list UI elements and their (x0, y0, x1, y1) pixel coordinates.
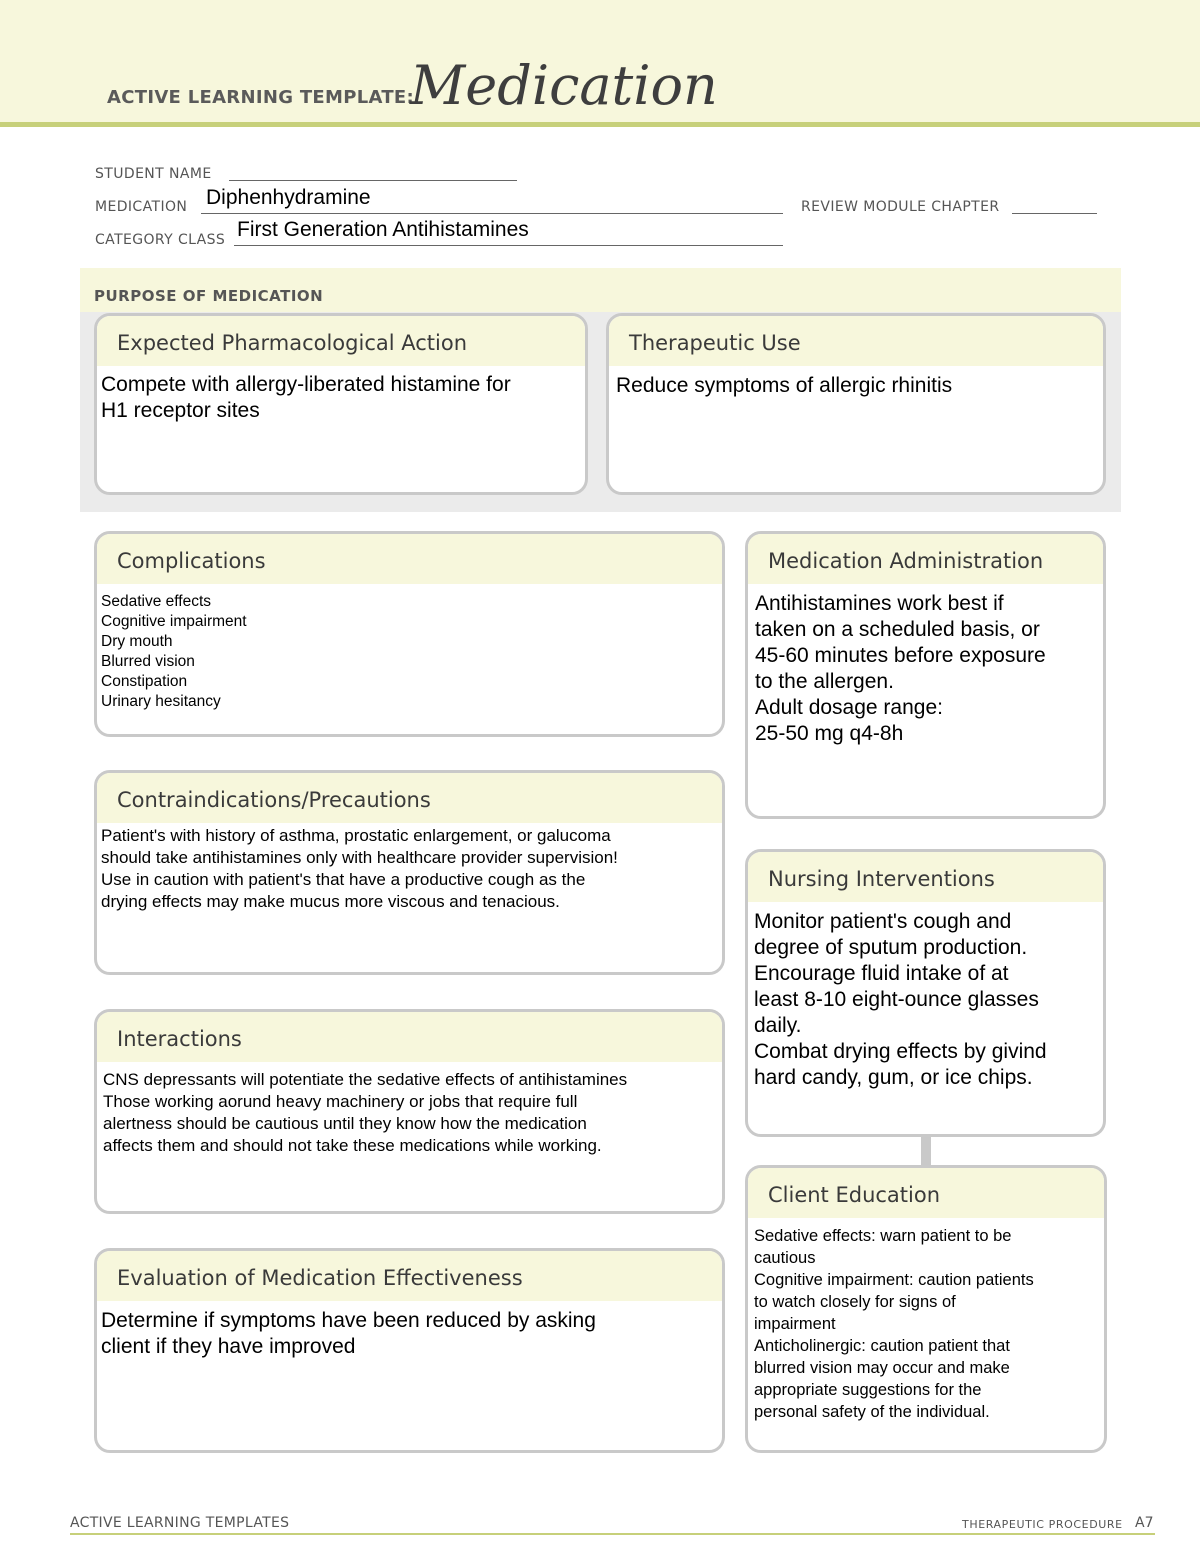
interactions-line: Those working aorund heavy machinery or jobs that require full (103, 1092, 578, 1111)
box-connector (921, 1135, 931, 1165)
expected-action-title: Expected Pharmacological Action (117, 331, 468, 355)
contraindications-line: drying effects may make mucus more viscous and tenacious. (101, 892, 560, 911)
complication-item: Dry mouth (101, 633, 173, 650)
education-box (745, 1165, 1107, 1453)
student-name-label: STUDENT NAME (95, 166, 212, 182)
education-text[interactable] (754, 1225, 1098, 1423)
category-class-line[interactable] (234, 245, 783, 246)
footer-rule (70, 1533, 1155, 1535)
template-title: Medication (410, 54, 718, 117)
purpose-label: PURPOSE OF MEDICATION (94, 287, 324, 305)
therapeutic-use-box (606, 313, 1106, 495)
evaluation-line: client if they have improved (101, 1335, 356, 1358)
review-module-label: REVIEW MODULE CHAPTER (801, 199, 1000, 215)
evaluation-title: Evaluation of Medication Effectiveness (117, 1266, 523, 1290)
administration-line: 25-50 mg q4-8h (755, 722, 904, 745)
education-line: Anticholinergic: caution patient that (754, 1337, 1010, 1355)
expected-action-line: Compete with allergy-liberated histamine for (101, 373, 511, 396)
complication-item: Cognitive impairment (101, 613, 247, 630)
complication-item: Urinary hesitancy (101, 693, 221, 710)
education-line: appropriate suggestions for the (754, 1381, 982, 1399)
medication-label: MEDICATION (95, 199, 188, 215)
evaluation-box (94, 1248, 725, 1453)
expected-action-line: H1 receptor sites (101, 399, 260, 422)
evaluation-line: Determine if symptoms have been reduced by asking (101, 1309, 596, 1332)
interactions-line: alertness should be cautious until they know how the medication (103, 1114, 587, 1133)
expected-action-box (94, 313, 588, 495)
education-line: to watch closely for signs of (754, 1293, 956, 1311)
nursing-text[interactable] (754, 909, 1097, 1091)
student-name-line[interactable] (229, 180, 517, 181)
therapeutic-use-title: Therapeutic Use (629, 331, 801, 355)
education-line: personal safety of the individual. (754, 1403, 990, 1421)
education-line: cautious (754, 1249, 816, 1267)
nursing-box (745, 849, 1106, 1137)
complication-item: Sedative effects (101, 593, 212, 610)
contraindications-line: Patient's with history of asthma, prostatic enlargement, or galucoma (101, 826, 611, 845)
therapeutic-use-line: Reduce symptoms of allergic rhinitis (616, 374, 953, 397)
complications-text[interactable] (101, 592, 716, 712)
interactions-line: CNS depressants will potentiate the sedative effects of antihistamines (103, 1070, 628, 1089)
contraindications-text[interactable] (101, 825, 716, 913)
footer-page-number: A7 (1135, 1515, 1154, 1531)
education-line: Sedative effects: warn patient to be (754, 1227, 1012, 1245)
complication-item: Constipation (101, 673, 188, 690)
complications-box (94, 531, 725, 737)
category-class-label: CATEGORY CLASS (95, 232, 226, 248)
contraindications-line: should take antihistamines only with healthcare provider supervision! (101, 848, 618, 867)
header-rule (0, 122, 1200, 127)
complication-item: Blurred vision (101, 653, 195, 670)
contraindications-title: Contraindications/Precautions (117, 788, 431, 812)
administration-text[interactable] (755, 591, 1097, 747)
contraindications-line: Use in caution with patient's that have a productive cough as the (101, 870, 586, 889)
administration-line: taken on a scheduled basis, or (755, 618, 1040, 641)
interactions-title: Interactions (117, 1027, 242, 1051)
nursing-line: hard candy, gum, or ice chips. (754, 1066, 1033, 1089)
administration-box (745, 531, 1106, 819)
interactions-text[interactable] (103, 1069, 716, 1157)
nursing-line: Encourage fluid intake of at (754, 962, 1009, 985)
nursing-line: daily. (754, 1014, 802, 1037)
nursing-line: least 8-10 eight-ounce glasses (754, 988, 1039, 1011)
nursing-line: degree of sputum production. (754, 936, 1028, 959)
administration-title: Medication Administration (768, 549, 1044, 573)
nursing-line: Combat drying effects by givind (754, 1040, 1047, 1063)
category-class-value[interactable]: First Generation Antihistamines (237, 218, 529, 241)
administration-line: to the allergen. (755, 670, 894, 693)
nursing-line: Monitor patient's cough and (754, 910, 1012, 933)
education-line: impairment (754, 1315, 836, 1333)
administration-line: Adult dosage range: (755, 696, 943, 719)
medication-value[interactable]: Diphenhydramine (206, 186, 371, 209)
education-line: Cognitive impairment: caution patients (754, 1271, 1034, 1289)
administration-line: 45-60 minutes before exposure (755, 644, 1046, 667)
therapeutic-use-text[interactable] (616, 373, 1097, 399)
contraindications-box (94, 770, 725, 975)
review-module-line[interactable] (1012, 213, 1097, 214)
medication-line[interactable] (201, 213, 783, 214)
complications-title: Complications (117, 549, 266, 573)
administration-line: Antihistamines work best if (755, 592, 1004, 615)
template-label: ACTIVE LEARNING TEMPLATE: (107, 87, 414, 108)
education-title: Client Education (768, 1183, 941, 1207)
interactions-box (94, 1009, 725, 1214)
nursing-title: Nursing Interventions (768, 867, 995, 891)
evaluation-text[interactable] (101, 1308, 716, 1360)
expected-action-text[interactable] (101, 372, 579, 424)
footer-left-label: ACTIVE LEARNING TEMPLATES (70, 1515, 290, 1531)
interactions-line: affects them and should not take these medications while working. (103, 1136, 602, 1155)
education-line: blurred vision may occur and make (754, 1359, 1010, 1377)
footer-right-label: THERAPEUTIC PROCEDURE (962, 1518, 1123, 1531)
